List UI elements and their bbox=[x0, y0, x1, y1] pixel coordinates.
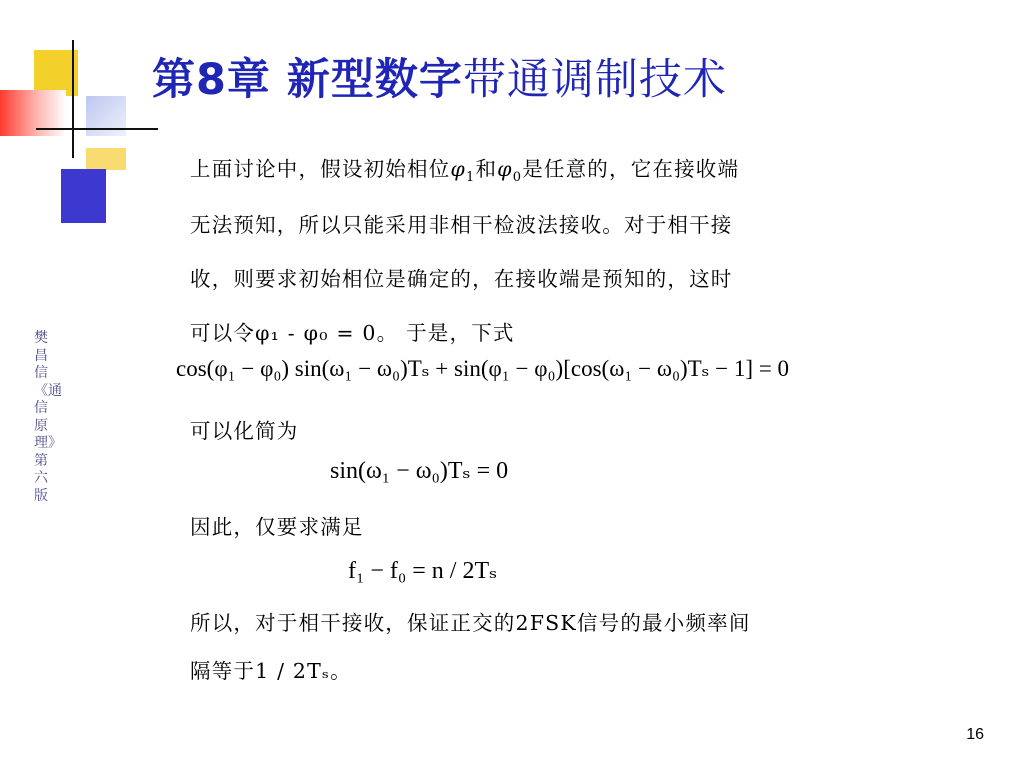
body-line-3: 收，则要求初始相位是确定的，在接收端是预知的，这时 bbox=[190, 267, 733, 291]
body-line-6: 因此，仅要求满足 bbox=[190, 515, 364, 539]
slide-number: 16 bbox=[966, 726, 984, 743]
side-credit: 樊昌信《通信原理》第六版 bbox=[34, 330, 62, 504]
phi0-symbol: φ bbox=[497, 157, 513, 181]
decor-vertical-line bbox=[72, 40, 74, 158]
body-line-8 bbox=[190, 654, 352, 684]
title-part-bold: 第8章 新型数字 bbox=[152, 55, 463, 105]
formula-expanded: cos(φ₁ − φ₀) sin(ω₁ − ω₀)Tₛ + sin(φ₁ − φ₀)[cos(ω₁ − ω₀)Tₛ − 1] = 0 bbox=[176, 356, 790, 381]
formula-condition: f₁ − f₀ = n / 2Tₛ bbox=[348, 558, 498, 584]
line8-text-b: 1 / 2Tₛ。 bbox=[255, 659, 352, 683]
body-line-4 bbox=[190, 316, 515, 346]
and-text: 和 bbox=[475, 157, 498, 181]
line4-text-a: 可以令 bbox=[190, 321, 256, 345]
body-line-1 bbox=[190, 152, 739, 185]
decor-horizontal-line bbox=[36, 128, 158, 130]
decor-small-yellow-square bbox=[86, 148, 126, 170]
line4-equation: φ₁ - φ₀ = 0。 bbox=[255, 321, 399, 345]
slide-title bbox=[152, 46, 727, 107]
body-line-5: 可以化简为 bbox=[190, 419, 299, 443]
line8-text-a: 隔等于 bbox=[190, 659, 256, 683]
decor-light-blue-square bbox=[86, 96, 126, 136]
phi1-symbol: φ bbox=[450, 157, 466, 181]
body-line-2: 无法预知，所以只能采用非相干检波法接收。对于相干接 bbox=[190, 213, 733, 237]
line1-text-a: 上面讨论中，假设初始相位 bbox=[190, 157, 451, 181]
title-part-regular: 带通调制技术 bbox=[462, 55, 727, 105]
phi1-subscript: 1 bbox=[465, 170, 476, 186]
phi0-subscript: 0 bbox=[512, 170, 523, 186]
body-line-7: 所以，对于相干接收，保证正交的2FSK信号的最小频率间 bbox=[190, 611, 751, 635]
line1-text-b: 是任意的，它在接收端 bbox=[522, 157, 740, 181]
line4-text-b: 于是，下式 bbox=[398, 321, 515, 345]
decor-blue-square bbox=[61, 169, 106, 223]
formula-simplified: sin(ω₁ − ω₀)Tₛ = 0 bbox=[330, 458, 509, 484]
